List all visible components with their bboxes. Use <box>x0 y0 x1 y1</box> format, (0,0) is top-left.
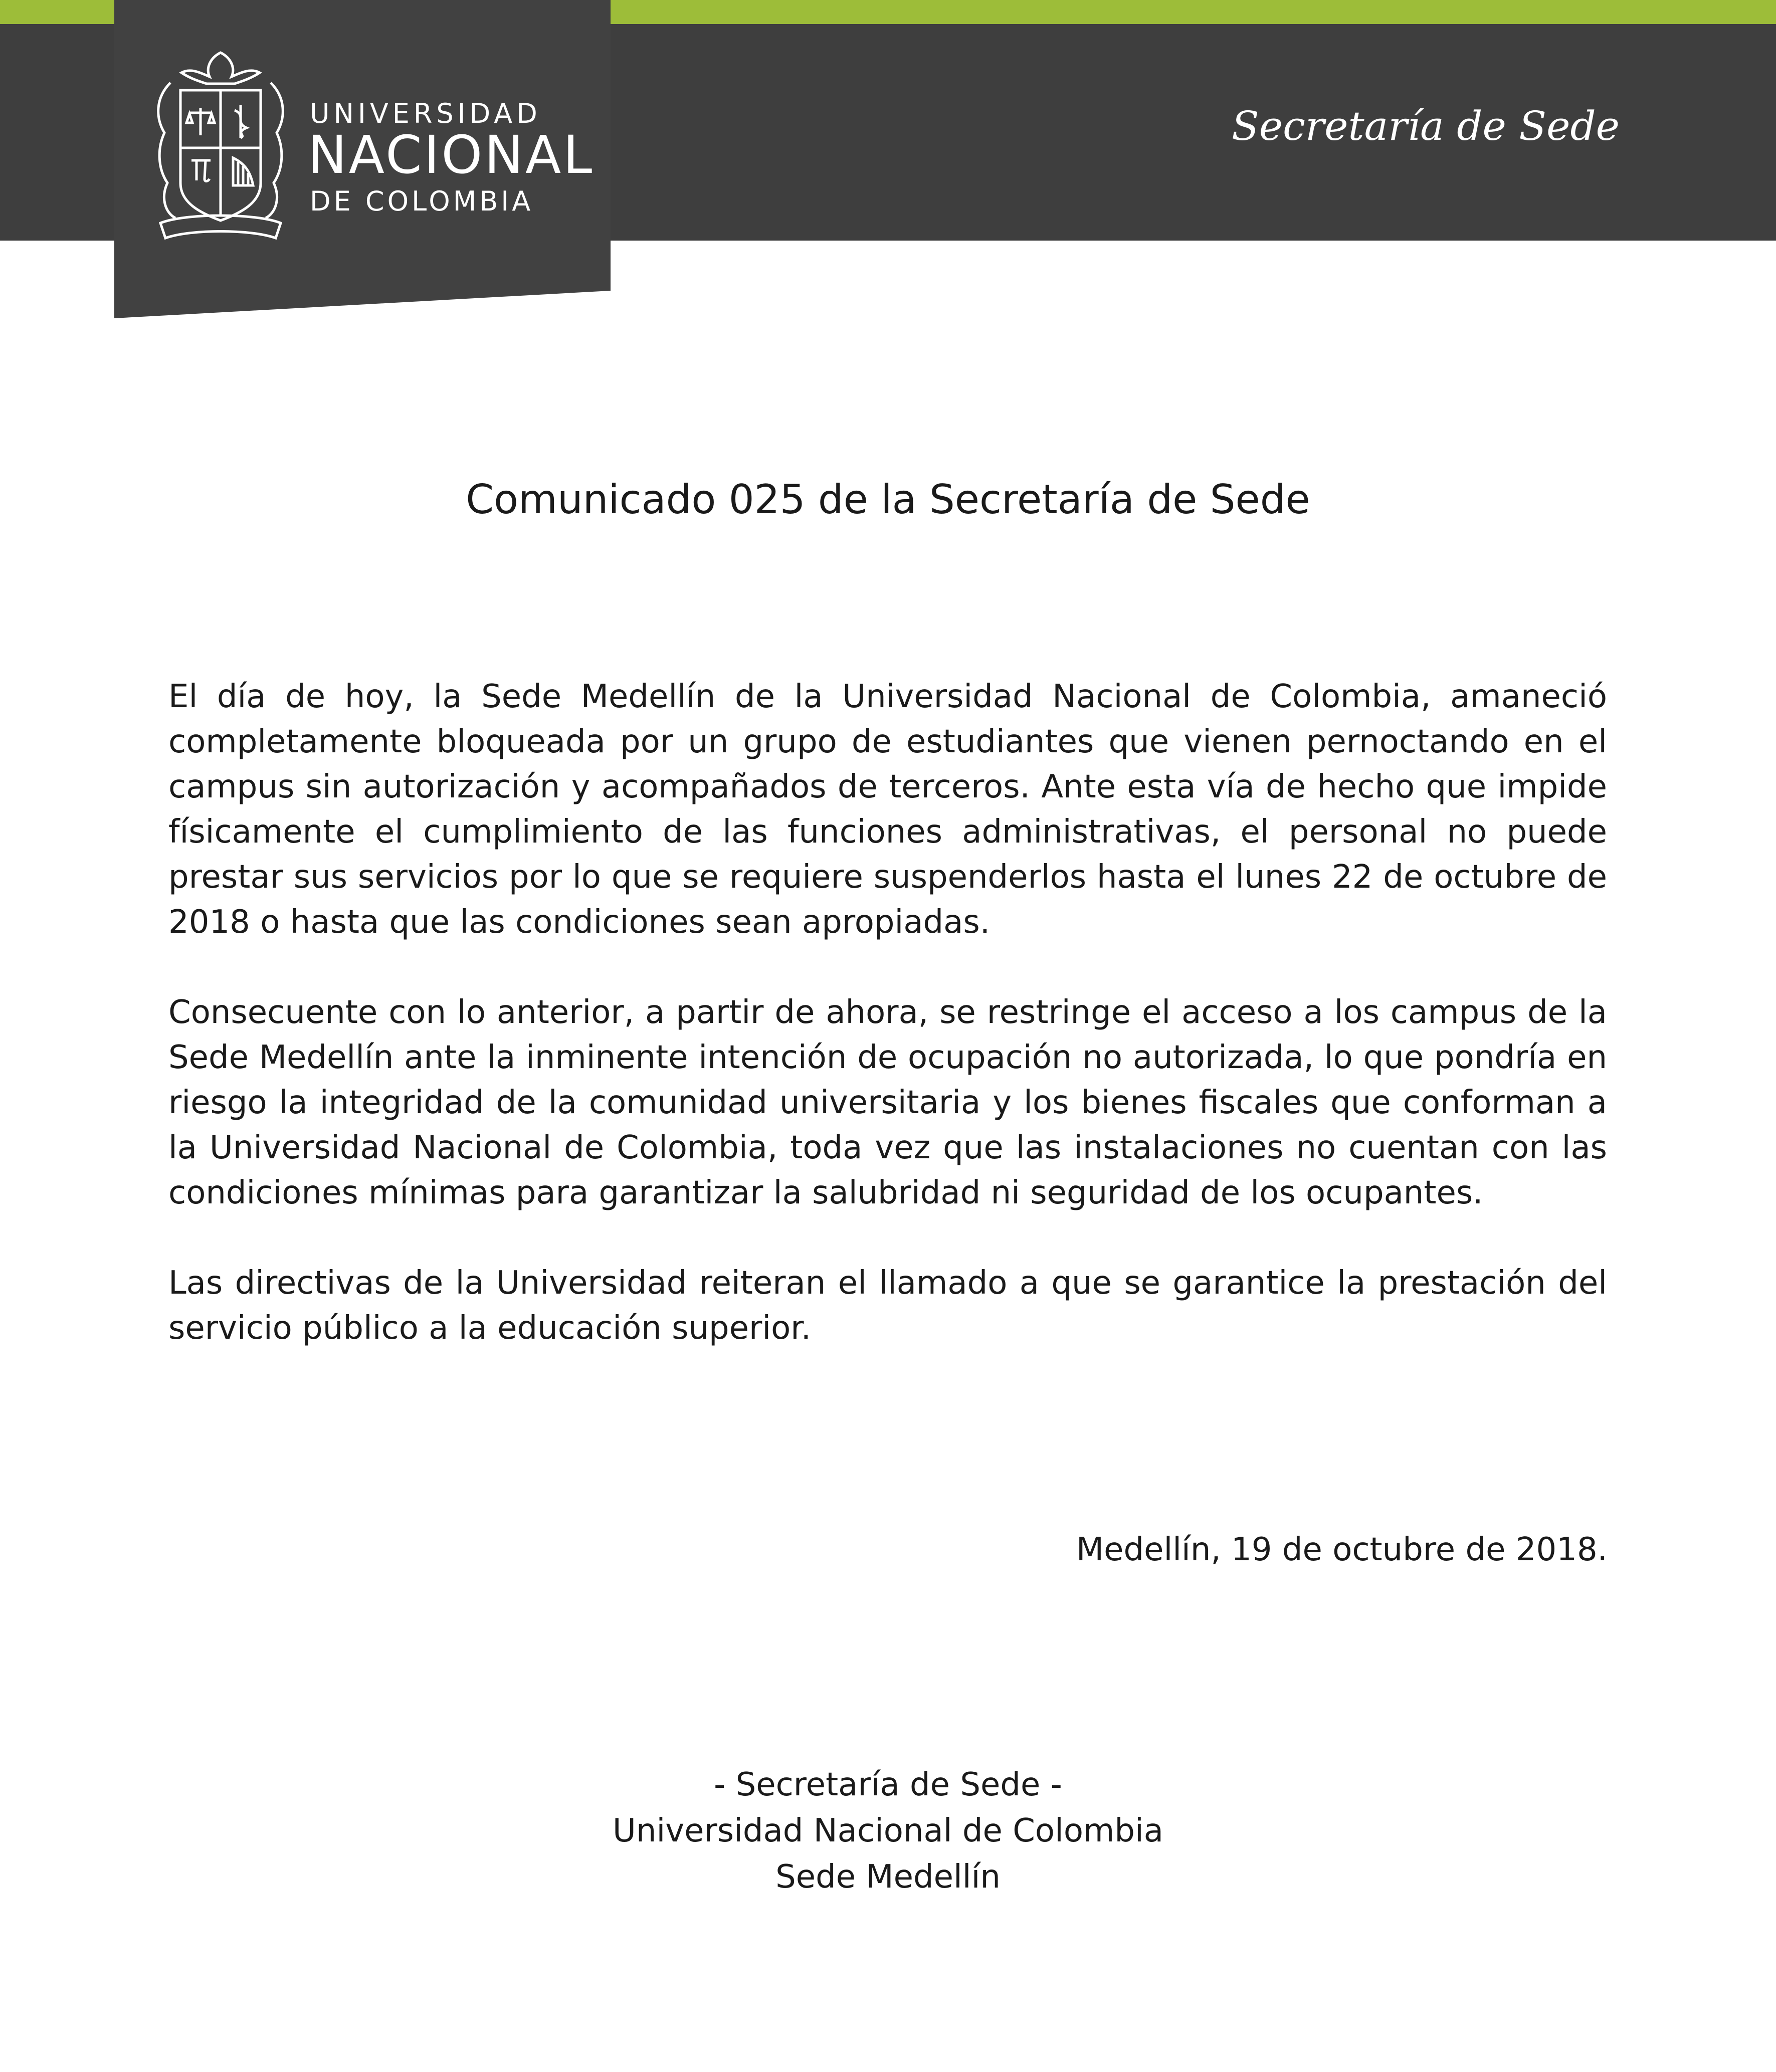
signature-line-university: Universidad Nacional de Colombia <box>613 1812 1163 1849</box>
wordmark-line-universidad: UNIVERSIDAD <box>310 98 541 129</box>
university-shield-icon <box>150 48 291 243</box>
body-paragraph-3: Las directivas de la Universidad reiteran el llamado a que se garantice la prestación del servicio público a la educación superior. <box>168 1265 1607 1347</box>
header-department-title: Secretaría de Sede <box>1231 103 1620 149</box>
body-paragraph-1: El día de hoy, la Sede Medellín de la Universidad Nacional de Colombia, amaneció completamente bloqueada por un grupo de estudiantes que vienen pernoctando en el campus sin autorización y acompañados de terceros. Ante esta vía de hecho que impide físicamente el cumplimiento de las funciones administrativas, el personal no puede prestar sus servicios por lo que se requiere suspenderlos hasta el lunes 22 de octubre de 2018 o hasta que las condiciones sean apropiadas. <box>168 678 1607 941</box>
signature-line-campus: Sede Medellín <box>775 1858 1001 1896</box>
wordmark-line-nacional: NACIONAL <box>308 124 595 185</box>
document-body <box>168 674 1607 1396</box>
signature-line-office: - Secretaría de Sede - <box>714 1766 1062 1803</box>
document-date: Medellín, 19 de octubre de 2018. <box>1076 1531 1608 1568</box>
body-paragraph-2: Consecuente con lo anterior, a partir de ahora, se restringe el acceso a los campus de la Sede Medellín ante la inminente intención de ocupación no autorizada, lo que pondría en riesgo la integridad de la comunidad universitaria y los bienes fiscales que conforman a la Universidad Nacional de Colombia, toda vez que las instalaciones no cuentan con las condiciones mínimas para garantizar la salubridad ni seguridad de los ocupantes. <box>168 994 1607 1211</box>
signature-block <box>0 1762 1776 1900</box>
document-title: Comunicado 025 de la Secretaría de Sede <box>466 476 1310 523</box>
wordmark-line-de-colombia: DE COLOMBIA <box>310 185 534 217</box>
